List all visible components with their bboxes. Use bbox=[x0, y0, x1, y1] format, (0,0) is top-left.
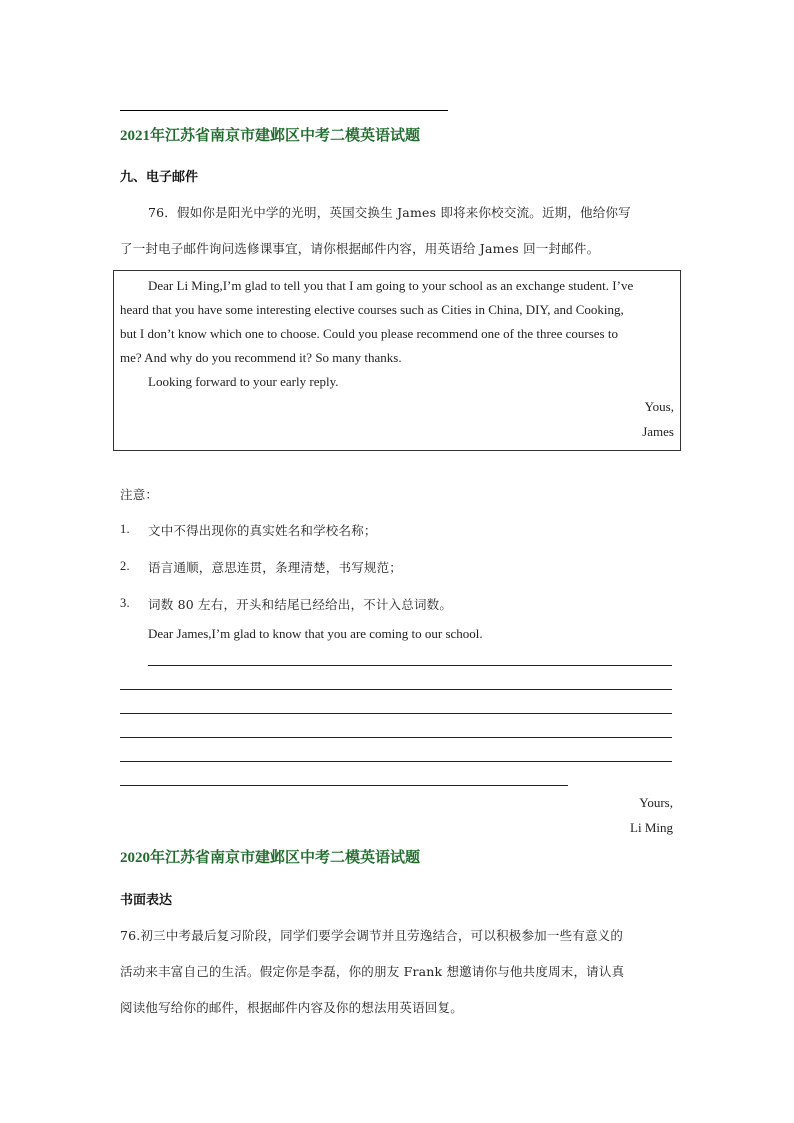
question-2020-line-1: 76.初三中考最后复习阶段，同学们要学会调节并且劳逸结合，可以积极参加一些有意义的 bbox=[120, 928, 624, 943]
note-number: 2. bbox=[120, 559, 130, 573]
letter-closing: Yous, bbox=[644, 399, 674, 414]
letter-line-2: heard that you have some interesting elective courses such as Cities in China, DIY, and Cooking, bbox=[120, 302, 624, 317]
exam-title-text-2020: 年江苏省南京市建邺区中考二模英语试题 bbox=[150, 848, 421, 866]
note-text: 语言通顺，意思连贯，条理清楚，书写规范； bbox=[148, 560, 403, 575]
part-heading-writing: 书面表达 bbox=[120, 893, 173, 908]
note-text: 文中不得出现你的真实姓名和学校名称； bbox=[148, 523, 377, 538]
note-item bbox=[120, 521, 377, 538]
answer-line[interactable] bbox=[148, 665, 672, 666]
answer-line[interactable] bbox=[120, 689, 672, 690]
exam-title-text-2021: 年江苏省南京市建邺区中考二模英语试题 bbox=[150, 126, 421, 144]
reply-signature: Li Ming bbox=[630, 820, 673, 835]
notes-title: 注意： bbox=[120, 487, 159, 502]
letter-line-1: Dear Li Ming,I’m glad to tell you that I am going to your school as an exchange student. I’ve bbox=[148, 278, 634, 293]
note-number: 1. bbox=[120, 522, 130, 536]
reply-closing: Yours, bbox=[639, 795, 673, 810]
note-text: 词数 80 左右，开头和结尾已经给出，不计入总词数。 bbox=[148, 597, 453, 612]
answer-line[interactable] bbox=[120, 737, 672, 738]
exam-title-2021 bbox=[120, 124, 420, 145]
note-number: 3. bbox=[120, 596, 130, 610]
answer-line[interactable] bbox=[120, 761, 672, 762]
header-rule bbox=[120, 110, 448, 111]
letter-signature: James bbox=[642, 424, 674, 439]
note-item bbox=[120, 558, 403, 575]
question-2020-line-2: 活动来丰富自己的生活。假定你是李磊，你的朋友 Frank 想邀请你与他共度周末，请认真 bbox=[120, 964, 625, 979]
letter-line-5: Looking forward to your early reply. bbox=[148, 374, 339, 389]
letter-line-3: but I don’t know which one to choose. Could you please recommend one of the three courses to bbox=[120, 326, 618, 341]
answer-line[interactable] bbox=[120, 785, 568, 786]
part-heading-email: 九、电子邮件 bbox=[120, 170, 199, 185]
answer-line[interactable] bbox=[120, 713, 672, 714]
exam-year-2021: 2021 bbox=[120, 128, 150, 144]
exam-year-2020: 2020 bbox=[120, 850, 150, 866]
letter-line-4: me? And why do you recommend it? So many thanks. bbox=[120, 350, 402, 365]
note-item bbox=[120, 595, 453, 612]
reply-opening: Dear James,I’m glad to know that you are coming to our school. bbox=[148, 626, 483, 641]
exam-title-2020 bbox=[120, 846, 420, 867]
question-line-2: 了一封电子邮件询问选修课事宜，请你根据邮件内容，用英语给 James 回一封邮件。 bbox=[120, 241, 600, 256]
question-line-1: 76．假如你是阳光中学的光明，英国交换生 James 即将来你校交流。近期，他给你写 bbox=[148, 205, 631, 220]
question-2020-line-3: 阅读他写给你的邮件，根据邮件内容及你的想法用英语回复。 bbox=[120, 1000, 463, 1015]
